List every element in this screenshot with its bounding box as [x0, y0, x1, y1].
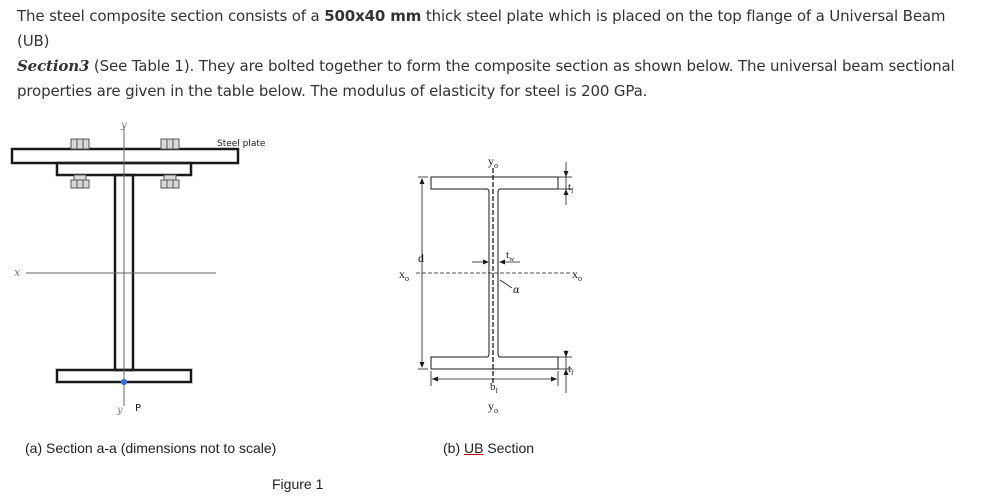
- steel-plate: [12, 149, 238, 163]
- plate-dimensions: 500x40 mm: [324, 7, 422, 25]
- xo-label-right: $x_o$: [572, 267, 582, 283]
- caption-section-a: (a) Section a-a (dimensions not to scale): [25, 440, 277, 456]
- x-axis-label: x: [14, 266, 21, 279]
- text-run: properties are given in the table below. The modulus of elasticity for steel is 200 GPa.: [17, 82, 648, 100]
- figure-caption: Figure 1: [272, 476, 324, 492]
- y-axis-label-bottom: y: [117, 405, 123, 416]
- tf-label-top: $t_f$: [568, 181, 574, 195]
- ub-section-drawing: [416, 162, 572, 393]
- tw-label: $t_w$: [506, 249, 515, 263]
- root-radius-label: α: [513, 285, 520, 296]
- steel-plate-label: Steel plate: [217, 139, 266, 149]
- xo-label-left: $x_o$: [399, 267, 409, 283]
- y-axis-label-top: y: [121, 120, 127, 131]
- text-run: thick steel plate which is placed on the top flange of a Universal Beam (UB): [17, 7, 946, 50]
- point-p-label: P: [135, 403, 142, 414]
- text-run: The steel composite section consists of a: [17, 7, 325, 25]
- point-p: [121, 379, 126, 384]
- yo-label-bottom: $y_o$: [488, 399, 498, 415]
- bf-label: $b_f$: [490, 381, 498, 395]
- problem-statement: [17, 4, 977, 104]
- depth-label: d: [418, 251, 424, 265]
- yo-label-top: $y_o$: [488, 154, 498, 170]
- text-run: (See Table 1). They are bolted together to form the composite section as shown below. The universal beam sectional: [89, 57, 955, 75]
- section-name: Section3: [17, 57, 90, 75]
- section-a-drawing: [12, 126, 238, 406]
- tf-label-bottom: $t_f$: [568, 363, 574, 377]
- caption-section-b: (b) UB Section: [443, 440, 535, 456]
